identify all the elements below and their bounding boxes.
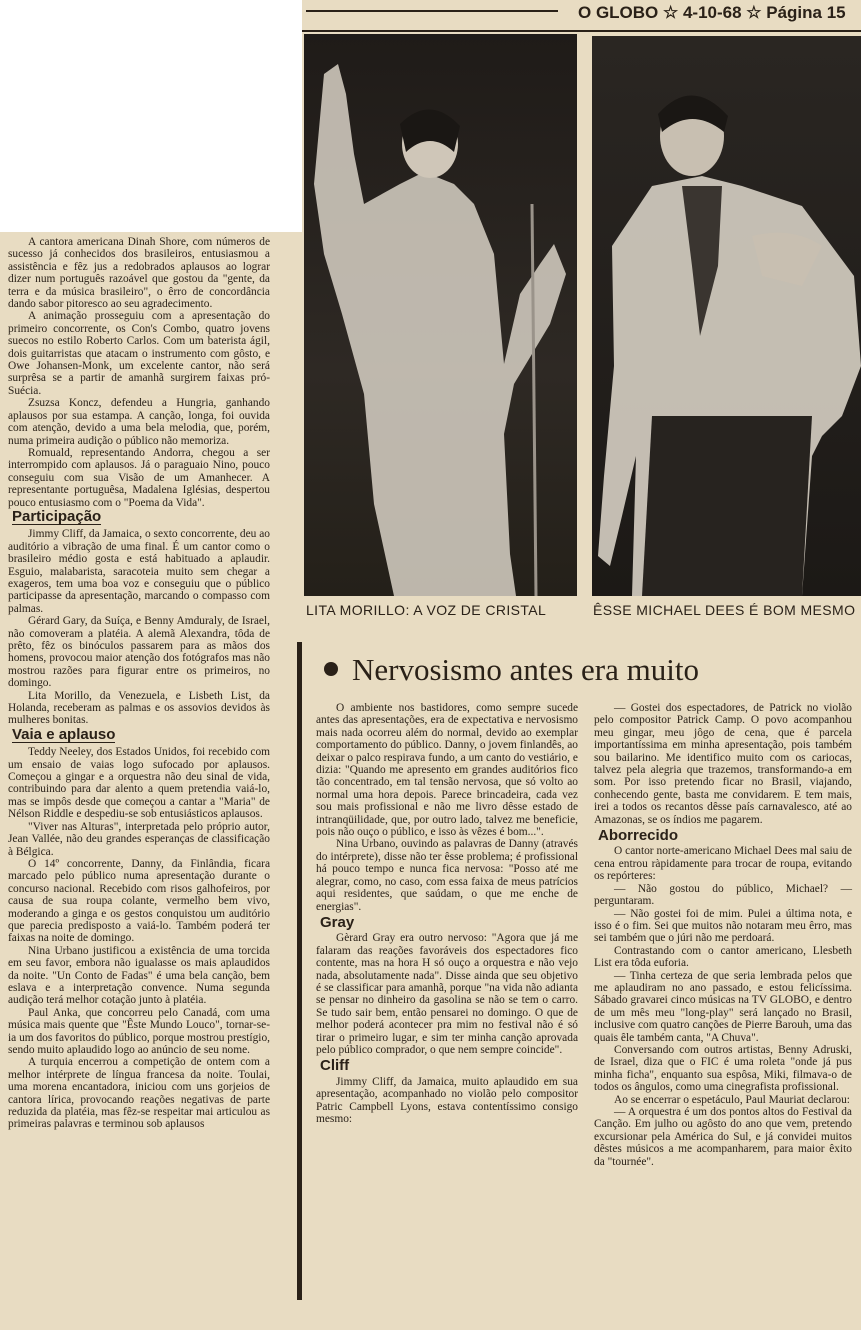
paragraph: — A orquestra é um dos pontos altos do Festival da Canção. Em julho ou agôsto do ano que vem, pretendo excursionar pela América do Sul, e já convidei muitos dêstes músicos a me acompanharem, para maior êxito da "tournée". xyxy=(594,1106,852,1168)
headline xyxy=(324,650,844,692)
paragraph: — Não gostei foi de mim. Pulei a última nota, e isso é o fim. Sei que muitos não notaram meu êrro, mas sei também que o júri não me perdoará. xyxy=(594,907,852,945)
paragraph: Jimmy Cliff, da Jamaica, o sexto concorrente, deu ao auditório a vibração de uma final. É um cantor como o brasileiro médio gosta e está habituado a aplaudir. Esguio, malabarista, saracoteia muito sem chegar a exageros, tem uma boa voz e conseguiu que o público participasse da apresentação, marcando o compasso com palmas. xyxy=(8,528,270,615)
paragraph: Nina Urbano, ouvindo as palavras de Danny (através do intérprete), disse não ter êsse problema; é profissional há pouco tempo e nunca fica nervosa: "Posso até me alegrar, como, no caso, com essa faixa de meus patrícios aqui residentes, que saúdam, o que me enche de energias". xyxy=(316,838,578,913)
paragraph: Romuald, representando Andorra, chegou a ser interrompido com aplausos. Já o paraguaio Nino, pouco conseguiu com sua Visão de um Amanhecer. A representante portuguêsa, Madalena Iglésias, despertou pouco entusiasmo com o "Poema da Vida". xyxy=(8,446,270,509)
paragraph: — Gostei dos espectadores, de Patrick no violão pelo compositor Patrick Camp. O povo acompanhou meu gingar, meu jôgo de cena, que é parcela importantíssima em minha apresentação, pois também sou bailarino. Me identifico muito com os cariocas, talvez pela alegria que trazemos, transformando-a em som. Por isso pretendo ficar no Brasil, viajando, conhecendo gente, basta me convidarem. E tem mais, irei a todos os recantos dêsse país carnavalesco, até ao Amazonas, se os índios me pagarem. xyxy=(594,702,852,826)
headline-text: Nervosismo antes era muito xyxy=(352,652,699,687)
paragraph: "Viver nas Alturas", interpretada pelo próprio autor, Jean Vallée, não deu grandes esperanças de classificação à Bélgica. xyxy=(8,820,270,858)
article-column-1 xyxy=(8,236,270,1131)
paragraph: Gérard Gary, da Suíça, e Benny Amduraly, de Israel, não comoveram a platéia. A alemã Alexandra, tôda de prêto, fêz os binóculos passarem para as mãos dos homens, provocou maior atenção dos fotógrafos mas não mostrou razões para figurar entre os primeiros, no domingo. xyxy=(8,615,270,690)
subhead-participacao: Participação xyxy=(12,507,102,525)
bullet-icon xyxy=(324,662,338,676)
paragraph: A turquia encerrou a competição de ontem com a melhor intérprete de língua francesa da noite. Toulai, uma morena encantadora, iniciou com uns gorjeios de cantora lírica, provocando reações negativas de parte reduzida da platéia, mas fêz-se respeitar mai articulou as primeiras palavras e terminou sob aplausos xyxy=(8,1056,270,1131)
paragraph: — Tinha certeza de que seria lembrada pelos que me aplaudiram no ano passado, e estou felicíssima. Sábado gravarei cinco músicas na TV GLOBO, e dentro de um mês meu "long-play" será lançado no Brasil, inclusive com quatro canções de Pierre Barouh, uma das quais êle também canta, "A Chuva". xyxy=(594,969,852,1044)
caption-lita-morillo: LITA MORILLO: A VOZ DE CRISTAL xyxy=(306,602,547,618)
paragraph: Jimmy Cliff, da Jamaica, muito aplaudido em sua apresentação, acompanhado no violão pelo compositor Patric Campbell Lyons, estava contentíssimo consigo mesmo: xyxy=(316,1075,578,1125)
article-column-2 xyxy=(316,702,578,1125)
article-side-bar xyxy=(297,642,302,1300)
subhead-gray: Gray xyxy=(320,913,355,931)
paragraph: Zsuzsa Koncz, defendeu a Hungria, ganhando aplausos por sua estampa. A canção, longa, foi ouvida com atenção, devido a uma bela melodia, que, porém, numa primeira audição o público não memoriza. xyxy=(8,397,270,447)
paragraph: Ao se encerrar o espetáculo, Paul Mauriat declarou: xyxy=(614,1093,850,1106)
paragraph: Conversando com outros artistas, Benny Adruski, de Israel, diza que o FIC é uma roleta "onde já pus minha ficha", enquanto sua espôsa, Miki, filmava-o de todos os ângulos, como uma cinegrafista profissional. xyxy=(594,1043,852,1094)
subhead-cliff: Cliff xyxy=(320,1057,350,1075)
paragraph: Lita Morillo, da Venezuela, e Lisbeth List, da Holanda, receberam as palmas e os assovios devidos às mulheres bonitas. xyxy=(8,689,270,727)
caption-michael-dees: ÊSSE MICHAEL DEES É BOM MESMO xyxy=(593,602,856,618)
paragraph: O cantor norte-americano Michael Dees mal saiu de cena entrou ràpidamente para trocar de roupa, evitando os repórteres: xyxy=(594,845,852,883)
singer-silhouette-female xyxy=(304,34,577,596)
blank-corner xyxy=(0,0,302,232)
subhead-aborrecido: Aborrecido xyxy=(598,827,679,845)
masthead-rule xyxy=(306,10,558,12)
paragraph: Paul Anka, que concorreu pelo Canadá, com uma música mais quente que "Êste Mundo Louco", tornar-se-ia um dos favoritos do público, porque mostrou prestígio, sendo muito aplaudido logo ao anúncio de seu nome. xyxy=(8,1006,270,1056)
paragraph: Teddy Neeley, dos Estados Unidos, foi recebido com um ensaio de vaias logo sufocado por aplausos. Começou a gingar e a orquestra não deu sinal de vida, contribuindo para dar alento a quem pretendia vaiá-lo, mas se impôs desde que começou a cantar a "Maria" de Nélson Riddle e despediu-se sob entusiásticos aplausos. xyxy=(8,746,270,821)
paragraph: Nina Urbano justificou a existência de uma torcida em seu favor, embora não igualasse os mais aplaudidos da noite. "Un Conto de Fadas" é uma bela canção, bem eslava e a interpretação convence. Numa segunda audição terá melhor cotação junto à platéia. xyxy=(8,944,270,1007)
paragraph: A cantora americana Dinah Shore, com números de sucesso já conhecidos dos brasileiros, entusiasmou a assistência e fêz jus a redobrados aplausos ao lograr dizer num português razoável que gostou da "gente, da terra e da música brasileiro", o êrro de concordância dando sabor pitoresco ao seu agradecimento. xyxy=(8,236,270,311)
masthead: O GLOBO ☆ 4-10-68 ☆ Página 15 xyxy=(578,3,846,22)
article-column-3 xyxy=(594,702,852,1168)
paragraph: Gèrard Gray era outro nervoso: "Agora que já me falaram das reações favoráveis dos espectadores fico contente, mas na hora H só ouço a orquestra e não vejo nada, absolutamente nada". Disse ainda que seu objetivo é se classificar para amanhã, porque "na vida não adianta se pensar no dinheiro da gasolina se não se tem o carro. Se tudo sair bem, então pensarei no domingo. O que de melhor poderá acontecer pra mim no festival não é só tirar o primeiro lugar, e sim ter minha canção aprovada pelo público comprador, o que nem sempre coincide". xyxy=(316,932,578,1056)
paragraph: Contrastando com o cantor americano, Llesbeth List era tôda euforia. xyxy=(594,944,852,970)
top-rule xyxy=(302,30,861,32)
singer-silhouette-male xyxy=(592,36,861,596)
photo-michael-dees xyxy=(592,36,861,596)
subhead-vaia-e-aplauso: Vaia e aplauso xyxy=(12,725,116,743)
paragraph: O ambiente nos bastidores, como sempre sucede antes das apresentações, era de expectativa e nervosismo mais nada ocorreu além do normal, devido ao exemplar comportamento do público. Danny, o jovem finlandês, ao deixar o palco respirava fundo, a um canto do vestiário, e dizia: "Quando me apresento em grandes auditórios fico tão concentrado, em tal tensão nervosa, que só volto ao normal uma hora depois. Parece brincadeira, cada vez sou mais profissional e não me livro dêsse estado de intranqüilidade, que, por outro lado, talvez me beneficie, pois não ouço o público, e isso às vêzes é bom...". xyxy=(316,702,578,839)
paragraph: A animação prosseguiu com a apresentação do primeiro concorrente, os Con's Combo, quatro jovens suecos no estilo Roberto Carlos. Com um baterista ágil, dois guitarristas que atacam o instrumento com gôsto, e Owe Johansen-Monk, um excelente cantor, não será surprêsa se a partir de amanhã surgirem faixas pró-Suécia. xyxy=(8,310,270,397)
photo-lita-morillo xyxy=(304,34,577,596)
paragraph: — Não gostou do público, Michael? — perguntaram. xyxy=(594,882,852,908)
paragraph: O 14º concorrente, Danny, da Finlândia, ficara marcado pelo público numa apresentação durante o concurso nacional. Recebido com risos galhofeiros, por causa de sua roupa colante, vermelho bem vivo, moderando a ginga e os gestos conquistou um auditório que parecia predisposto a vaiá-lo. Também poderá ter faixas na noite de domingo. xyxy=(8,857,270,945)
